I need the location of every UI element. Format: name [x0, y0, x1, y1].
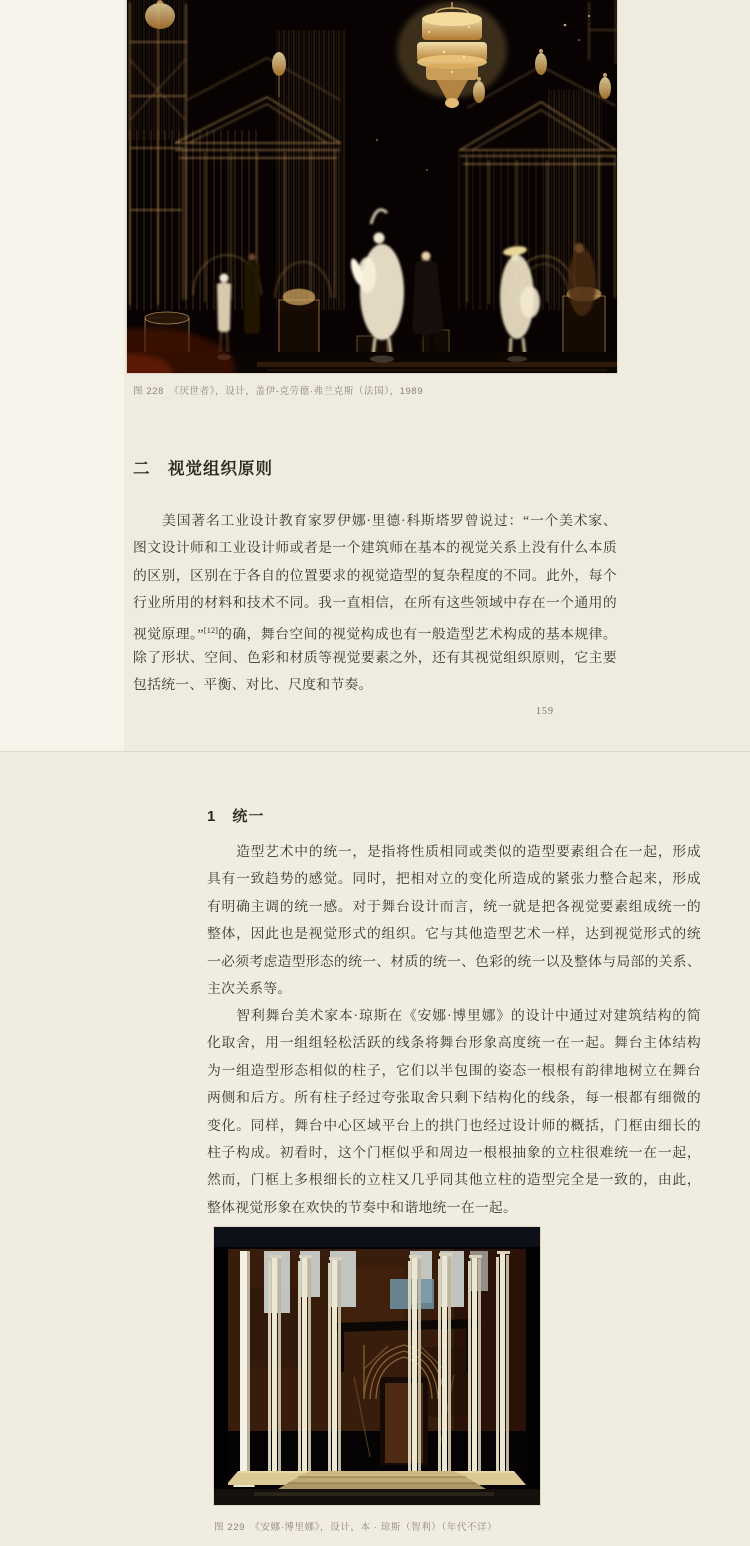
text-line: 然而，门框上多根细长的立柱又几乎同其他立柱的造型完全是一致的，由此， [207, 1172, 701, 1188]
text-line: 具有一致趋势的感觉。同时，把相对立的变化所造成的紧张力整合起来，形成 [207, 871, 701, 887]
text-line: 智利舞台美术家本·琼斯在《安娜·博里娜》的设计中通过对建筑结构的简 [207, 1008, 701, 1023]
text-line: 主次关系等。 [207, 980, 292, 996]
text-line: 一必须考虑造型形态的统一、材质的统一、色彩的统一以及整体与局部的关系、 [207, 953, 701, 969]
figure-229-caption: 图 229 《安娜·博里娜》，设计，本 · 琼斯（智利）（年代不详） [214, 1522, 498, 1533]
text-line: 图文设计师和工业设计师或者是一个建筑师在基本的视觉关系上没有什么本质 [133, 540, 617, 556]
text-line: 变化。同样，舞台中心区域平台上的拱门也经过设计师的概括，门框由细长的 [207, 1117, 701, 1133]
photo-right-shadow [526, 1247, 540, 1489]
body-paragraph-1 [133, 507, 617, 699]
figure-228-caption: 图 228 《厌世者》，设计，盖伊-克劳德·弗兰克斯（法国），1989 [133, 386, 424, 397]
photo-top-band [214, 1227, 540, 1247]
body-paragraph-2 [207, 838, 701, 1002]
photo-left-shadow [214, 1247, 228, 1489]
front-floor [214, 1489, 540, 1505]
body-paragraph-3 [207, 1002, 701, 1221]
text-line: 造型艺术中的统一，是指将性质相同或类似的造型要素组合在一起，形成 [207, 844, 701, 859]
text-line: 化取舍，用一组组轻松活跃的线条将舞台形象高度统一在一起。舞台主体结构 [207, 1035, 701, 1051]
text-line: 整体视觉形象在欢快的节奏中和谐地统一在一起。 [207, 1199, 518, 1215]
text-line: 包括统一、平衡、对比、尺度和节奏。 [133, 677, 373, 693]
text-line: 两侧和后方。所有柱子经过夸张取舍只剩下结构化的线条，每一根都有细微的 [207, 1090, 701, 1106]
text-line: 的区别，区别在于各自的位置要求的视觉造型的复杂程度的不同。此外，每个 [133, 567, 617, 583]
page-159 [0, 0, 750, 752]
text-line: 为一组造型形态相似的柱子，它们以半包围的姿态一根根有韵律地树立在舞台 [207, 1062, 701, 1078]
figure-229-photo [214, 1227, 540, 1505]
subsection-heading: 1 统一 [207, 808, 265, 825]
page-number: 159 [536, 706, 554, 717]
column-left-bright [240, 1251, 250, 1479]
text-line: 除了形状、空间、色彩和材质等视觉要素之外，还有其视觉组织原则，它主要 [133, 649, 617, 665]
text-line: 视觉原理。”[12]的确，舞台空间的视觉构成也有一般造型艺术构成的基本规律。 [133, 624, 617, 642]
left-urn-finial [272, 52, 286, 76]
figure-228-photo [127, 0, 617, 373]
section-heading: 二 视觉组织原则 [133, 460, 273, 478]
text-line: 整体，因此也是视觉形式的组织。它与其他造型艺术一样，达到视觉形式的统 [207, 926, 701, 942]
page-left-margin [0, 0, 124, 752]
footnote-ref: [12] [203, 624, 218, 635]
text-line: 美国著名工业设计教育家罗伊娜·里德·科斯塔罗曾说过：“一个美术家、 [133, 513, 617, 528]
text-line: 行业所用的材料和技术不同。我一直相信，在所有这些领域中存在一个通用的 [133, 595, 617, 611]
left-finial-bust [145, 3, 175, 29]
text-line: 有明确主调的统一感。对于舞台设计而言，统一就是把各视觉要素组成统一的 [207, 898, 701, 914]
text-line: 柱子构成。初看时，这个门框似乎和周边一根根抽象的立柱很难统一在一起， [207, 1144, 701, 1160]
finial-knob [157, 0, 163, 6]
